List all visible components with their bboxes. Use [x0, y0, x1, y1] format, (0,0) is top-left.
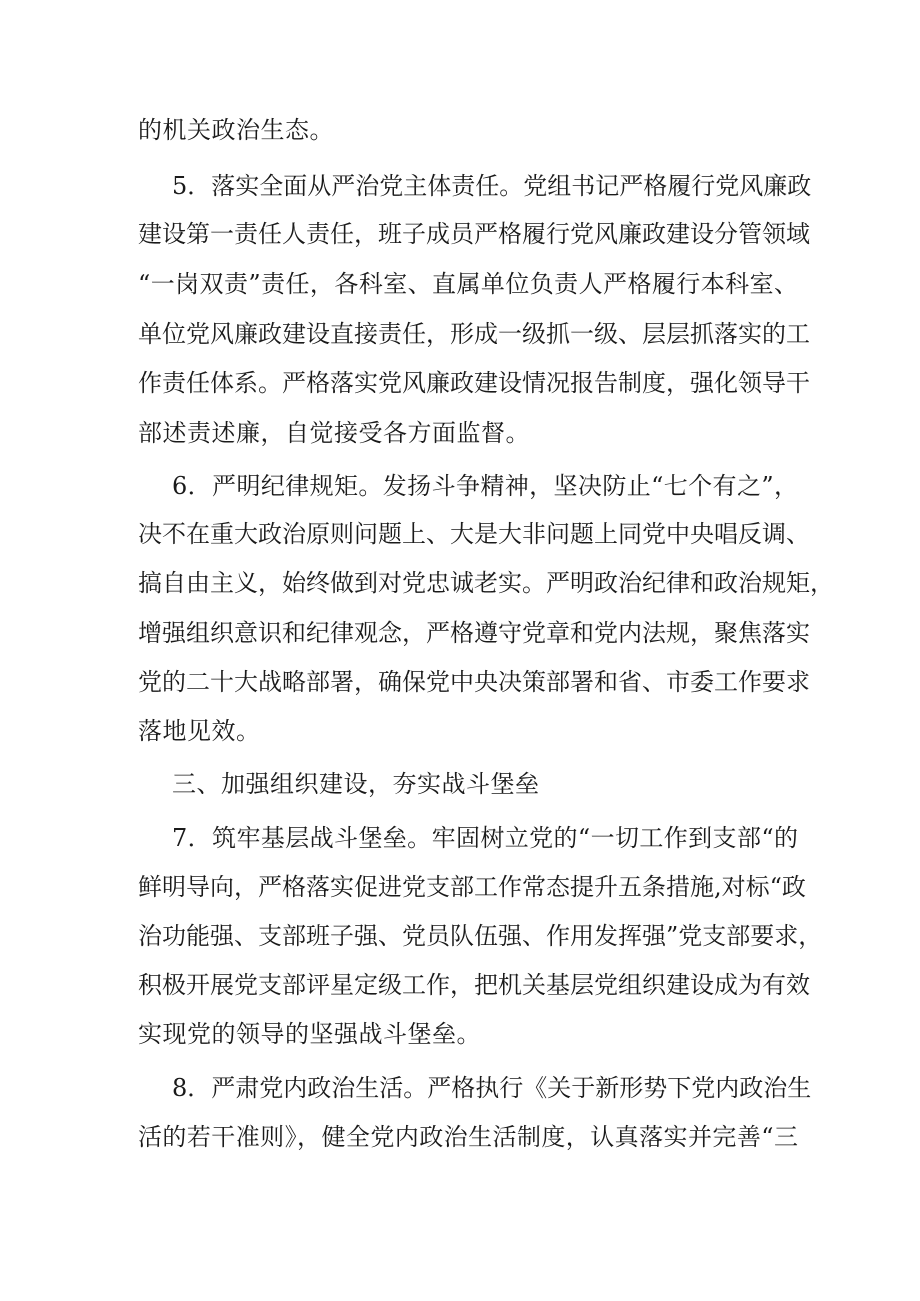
paragraph-7-line-2: 鲜明导向，严格落实促进党支部工作常态提升五条措施,对标“政	[138, 873, 806, 901]
paragraph-5-line-2: 建设第一责任人责任，班子成员严格履行党风廉政建设分管领域	[138, 220, 810, 248]
paragraph-8-line-1: 8．严肃党内政治生活。严格执行《关于新形势下党内政治生	[172, 1074, 812, 1102]
paragraph-5-line-3: “一岗双责”责任，各科室、直属单位负责人严格履行本科室、	[138, 270, 798, 298]
paragraph-6-line-5: 党的二十大战略部署，确保党中央决策部署和省、市委工作要求	[138, 668, 810, 696]
paragraph-7-line-4: 积极开展党支部评星定级工作，把机关基层党组织建设成为有效	[138, 971, 810, 999]
paragraph-tail-line-1: 的机关政治生态。	[138, 116, 334, 144]
paragraph-6-line-2: 决不在重大政治原则问题上、大是大非问题上同党中央唱反调、	[138, 520, 810, 548]
paragraph-5-line-1: 5．落实全面从严治党主体责任。党组书记严格履行党风廉政	[172, 172, 812, 200]
paragraph-7-line-1: 7．筑牢基层战斗堡垒。牢固树立党的“一切工作到支部“的	[172, 824, 798, 852]
paragraph-6-line-4: 增强组织意识和纪律观念，严格遵守党章和党内法规，聚焦落实	[138, 619, 810, 647]
paragraph-5-line-6: 部述责述廉，自觉接受各方面监督。	[138, 419, 530, 447]
paragraph-6-line-1: 6．严明纪律规矩。发扬斗争精神，坚决防止“七个有之”，	[172, 472, 798, 500]
paragraph-7-line-5: 实现党的领导的坚强战斗堡垒。	[138, 1020, 481, 1048]
paragraph-7-line-3: 治功能强、支部班子强、党员队伍强、作用发挥强”党支部要求，	[138, 922, 823, 950]
paragraph-5-line-5: 作责任体系。严格落实党风廉政建设情况报告制度，强化领导干	[138, 369, 810, 397]
paragraph-6-line-6: 落地见效。	[138, 717, 261, 745]
paragraph-8-line-2: 活的若干准则》，健全党内政治生活制度，认真落实并完善“三	[138, 1123, 798, 1151]
paragraph-5-line-4: 单位党风廉政建设直接责任，形成一级抓一级、层层抓落实的工	[138, 320, 810, 348]
section-heading-3: 三、加强组织建设，夯实战斗堡垒	[172, 770, 540, 798]
paragraph-6-line-3: 搞自由主义，始终做到对党忠诚老实。严明政治纪律和政治规矩，	[138, 569, 834, 597]
